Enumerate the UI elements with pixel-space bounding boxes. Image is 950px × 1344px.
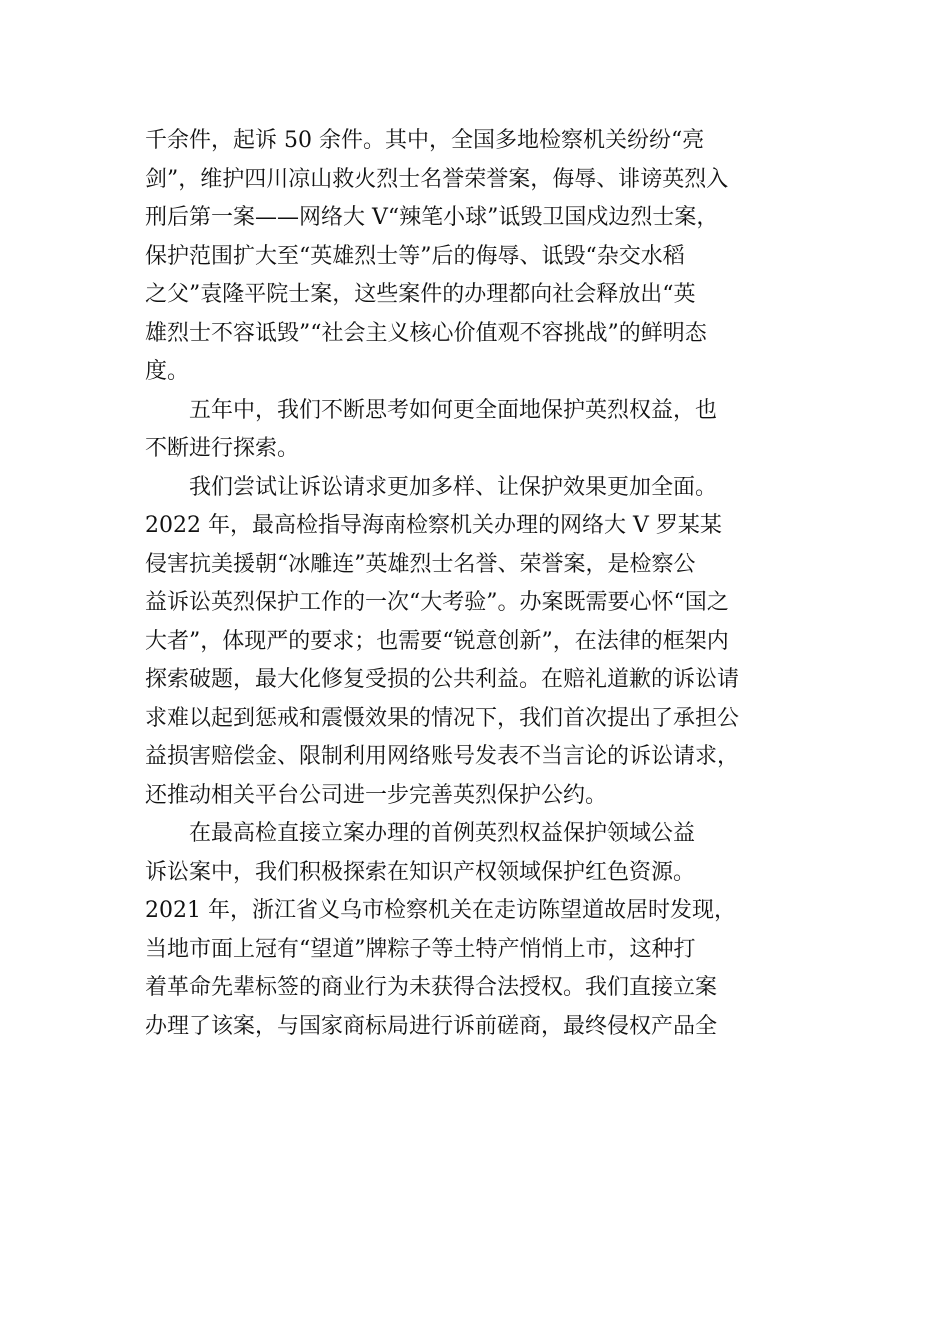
text-line-12: 侵害抗美援朝“冰雕连”英雄烈士名誉、荣誉案，是检察公 [145,551,696,577]
text-line-2: 剑”，维护四川凉山救火烈士名誉荣誉案，侮辱、诽谤英烈入 [145,166,729,192]
text-line-20: 诉讼案中，我们积极探索在知识产权领域保护红色资源。 [145,859,696,885]
text-line-11: 2022 年，最高检指导海南检察机关办理的网络大 V 罗某某 [145,513,722,538]
text-line-8: 五年中，我们不断思考如何更全面地保护英烈权益，也 [145,397,718,423]
text-line-21: 2021 年，浙江省义乌市检察机关在走访陈望道故居时发现， [145,898,736,923]
text-line-4: 保护范围扩大至“英雄烈士等”后的侮辱、诋毁“杂交水稻 [145,243,685,269]
text-line-16: 求难以起到惩戒和震慑效果的情况下，我们首次提出了承担公 [145,705,740,731]
text-line-9: 不断进行探索。 [145,436,300,461]
text-line-13: 益诉讼英烈保护工作的一次“大考验”。办案既需要心怀“国之 [145,590,729,615]
text-line-3: 刑后第一案——网络大 V“辣笔小球”诋毁卫国戍边烈士案， [145,205,719,230]
text-line-24: 办理了该案，与国家商标局进行诉前磋商，最终侵权产品全 [145,1013,718,1039]
text-line-23: 着革命先辈标签的商业行为未获得合法授权。我们直接立案 [145,975,718,1000]
text-line-10: 我们尝试让诉讼请求更加多样、让保护效果更加全面。 [145,474,718,500]
text-line-5: 之父”袁隆平院士案，这些案件的办理都向社会释放出“英 [145,282,696,307]
text-line-22: 当地市面上冠有“望道”牌粽子等土特产悄悄上市，这种打 [145,936,696,962]
text-line-6: 雄烈士不容诋毁”“社会主义核心价值观不容挑战”的鲜明态 [145,320,707,346]
text-line-15: 探索破题，最大化修复受损的公共利益。在赔礼道歉的诉讼请 [145,667,740,692]
text-line-14: 大者”，体现严的要求；也需要“锐意创新”，在法律的框架内 [145,628,729,654]
text-line-19: 在最高检直接立案办理的首例英烈权益保护领域公益 [145,821,696,846]
body-text [145,122,825,1046]
text-line-17: 益损害赔偿金、限制利用网络账号发表不当言论的诉讼请求， [145,744,740,769]
text-line-18: 还推动相关平台公司进一步完善英烈保护公约。 [145,782,608,808]
text-line-7: 度。 [145,359,190,384]
text-line-1: 千余件，起诉 50 余件。其中，全国多地检察机关纷纷“亮 [145,128,705,153]
